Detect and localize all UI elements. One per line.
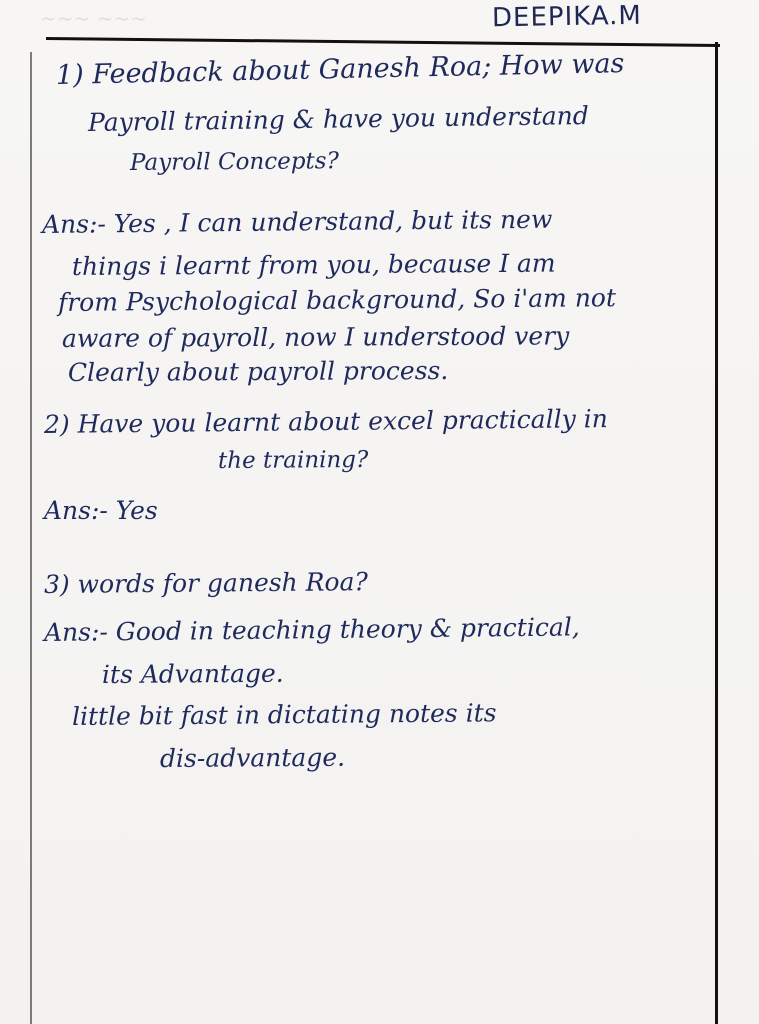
answer-3-line-2: its Advantage. <box>101 658 284 689</box>
question-2-line-1: 2) Have you learnt about excel practically in <box>43 404 608 439</box>
answer-2-line-1: Ans:- Yes <box>44 496 158 525</box>
answer-1-line-5: Clearly about payroll process. <box>67 356 449 387</box>
question-1-line-2: Payroll training & have you understand <box>87 101 589 137</box>
answer-3-line-1: Ans:- Good in teaching theory & practical, <box>43 612 580 647</box>
question-3-line-1: 3) words for ganesh Roa? <box>43 567 368 599</box>
answer-1-line-1: Ans:- Yes , I can understand, but its new <box>41 204 553 239</box>
sheet-right-border <box>715 42 718 1024</box>
sheet-top-border <box>46 37 720 47</box>
question-1-line-3: Payroll Concepts? <box>129 148 339 176</box>
question-2-line-2: the training? <box>217 446 369 474</box>
sheet-left-border <box>30 52 32 1024</box>
show-through-ink: ~~~ ~~~ <box>40 6 147 30</box>
answer-3-line-3: little bit fast in dictating notes its <box>71 698 497 731</box>
question-1-line-1: 1) Feedback about Ganesh Roa; How was <box>55 48 625 91</box>
answer-1-line-4: aware of payroll, now I understood very <box>61 321 570 353</box>
answer-3-line-4: dis-advantage. <box>159 742 346 773</box>
answer-1-line-3: from Psychological background, So i'am not <box>57 283 617 317</box>
author-name: DEEPIKA.M <box>491 0 643 34</box>
answer-1-line-2: things i learnt from you, because I am <box>71 248 556 281</box>
